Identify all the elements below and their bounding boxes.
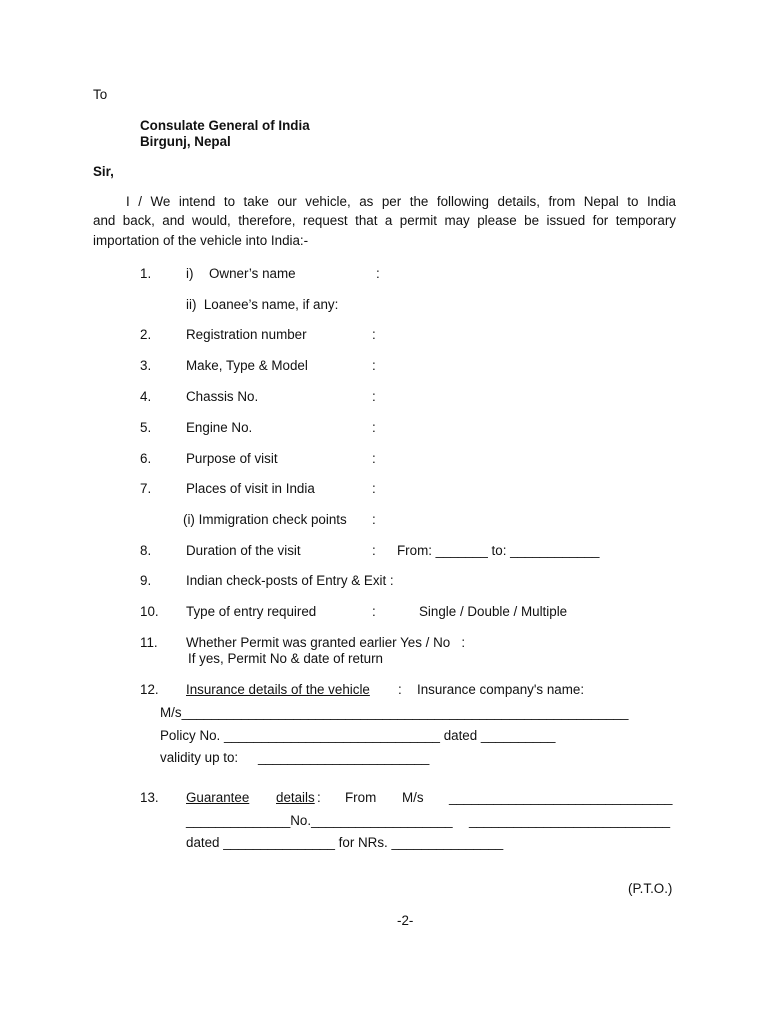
item-6-number: 6. (140, 451, 152, 466)
addressee-line1: Consulate General of India (140, 118, 310, 133)
item-12-colon: : (398, 682, 402, 697)
item-5-number: 5. (140, 420, 152, 435)
item-4-number: 4. (140, 389, 152, 404)
item-13-label-a: Guarantee (186, 790, 250, 805)
item-13-blank1: ______________________________ (449, 790, 673, 805)
item-10-colon: : (372, 604, 376, 619)
item-11-label2: If yes, Permit No & date of return (188, 651, 383, 666)
item-13-from: From (345, 790, 377, 805)
item-4-label: Chassis No. (186, 389, 259, 404)
item-7b-label: (i) Immigration check points (183, 512, 347, 527)
item-4-colon: : (372, 389, 376, 404)
item-13-label-b: details (276, 790, 315, 805)
intro-line2: and back, and would, therefore, request that a permit may please be issued for temporary (93, 213, 676, 228)
item-11-number: 11. (140, 635, 158, 650)
item-12-validity-blank: _______________________ (258, 750, 430, 765)
item-1-label: Owner’s name (209, 266, 296, 281)
item-7b-colon: : (372, 512, 376, 527)
item-12-ms-line: M/s____________________________________________________________ (160, 705, 629, 720)
item-2-number: 2. (140, 327, 152, 342)
item-13-line2b: ___________________________ (469, 813, 671, 828)
item-7-label: Places of visit in India (186, 481, 315, 496)
addressee-line2: Birgunj, Nepal (140, 134, 231, 149)
page-number: -2- (397, 913, 414, 928)
item-11-label: Whether Permit was granted earlier Yes / No : (186, 635, 466, 650)
item-6-colon: : (372, 451, 376, 466)
item-10-label: Type of entry required (186, 604, 317, 619)
item-6-label: Purpose of visit (186, 451, 278, 466)
item-3-number: 3. (140, 358, 152, 373)
item-2-colon: : (372, 327, 376, 342)
item-10-value: Single / Double / Multiple (419, 604, 568, 619)
intro-line1: I / We intend to take our vehicle, as per the following details, from Nepal to India (126, 194, 676, 209)
item-7-colon: : (372, 481, 376, 496)
item-3-colon: : (372, 358, 376, 373)
item-13-line3: dated _______________ for NRs. _______________ (186, 835, 504, 850)
item-8-value: From: _______ to: ____________ (397, 543, 600, 558)
item-9-label: Indian check-posts of Entry & Exit : (186, 573, 394, 588)
item-1-sub: i) (186, 266, 194, 281)
pto-label: (P.T.O.) (628, 881, 673, 896)
item-12-number: 12. (140, 682, 159, 697)
item-12-validity-label: validity up to: (160, 750, 239, 765)
item-2-label: Registration number (186, 327, 307, 342)
item-5-colon: : (372, 420, 376, 435)
item-8-label: Duration of the visit (186, 543, 301, 558)
to-label: To (93, 87, 108, 102)
greeting: Sir, (93, 164, 114, 179)
item-13-number: 13. (140, 790, 159, 805)
item-5-label: Engine No. (186, 420, 253, 435)
intro-line3: importation of the vehicle into India:- (93, 233, 309, 248)
item-12-label: Insurance details of the vehicle (186, 682, 370, 697)
item-12-policy-line: Policy No. _____________________________ dated __________ (160, 728, 556, 743)
item-7-number: 7. (140, 481, 152, 496)
item-13-colon: : (317, 790, 321, 805)
item-1-colon: : (376, 266, 380, 281)
item-13-line2a: ______________No.___________________ (186, 813, 453, 828)
item-13-ms: M/s (402, 790, 424, 805)
item-12-value: Insurance company's name: (417, 682, 585, 697)
item-3-label: Make, Type & Model (186, 358, 308, 373)
item-1-number: 1. (140, 266, 152, 281)
item-8-colon: : (372, 543, 376, 558)
item-1b-label: ii) Loanee’s name, if any: (186, 297, 339, 312)
item-9-number: 9. (140, 573, 152, 588)
item-8-number: 8. (140, 543, 152, 558)
item-10-number: 10. (140, 604, 159, 619)
